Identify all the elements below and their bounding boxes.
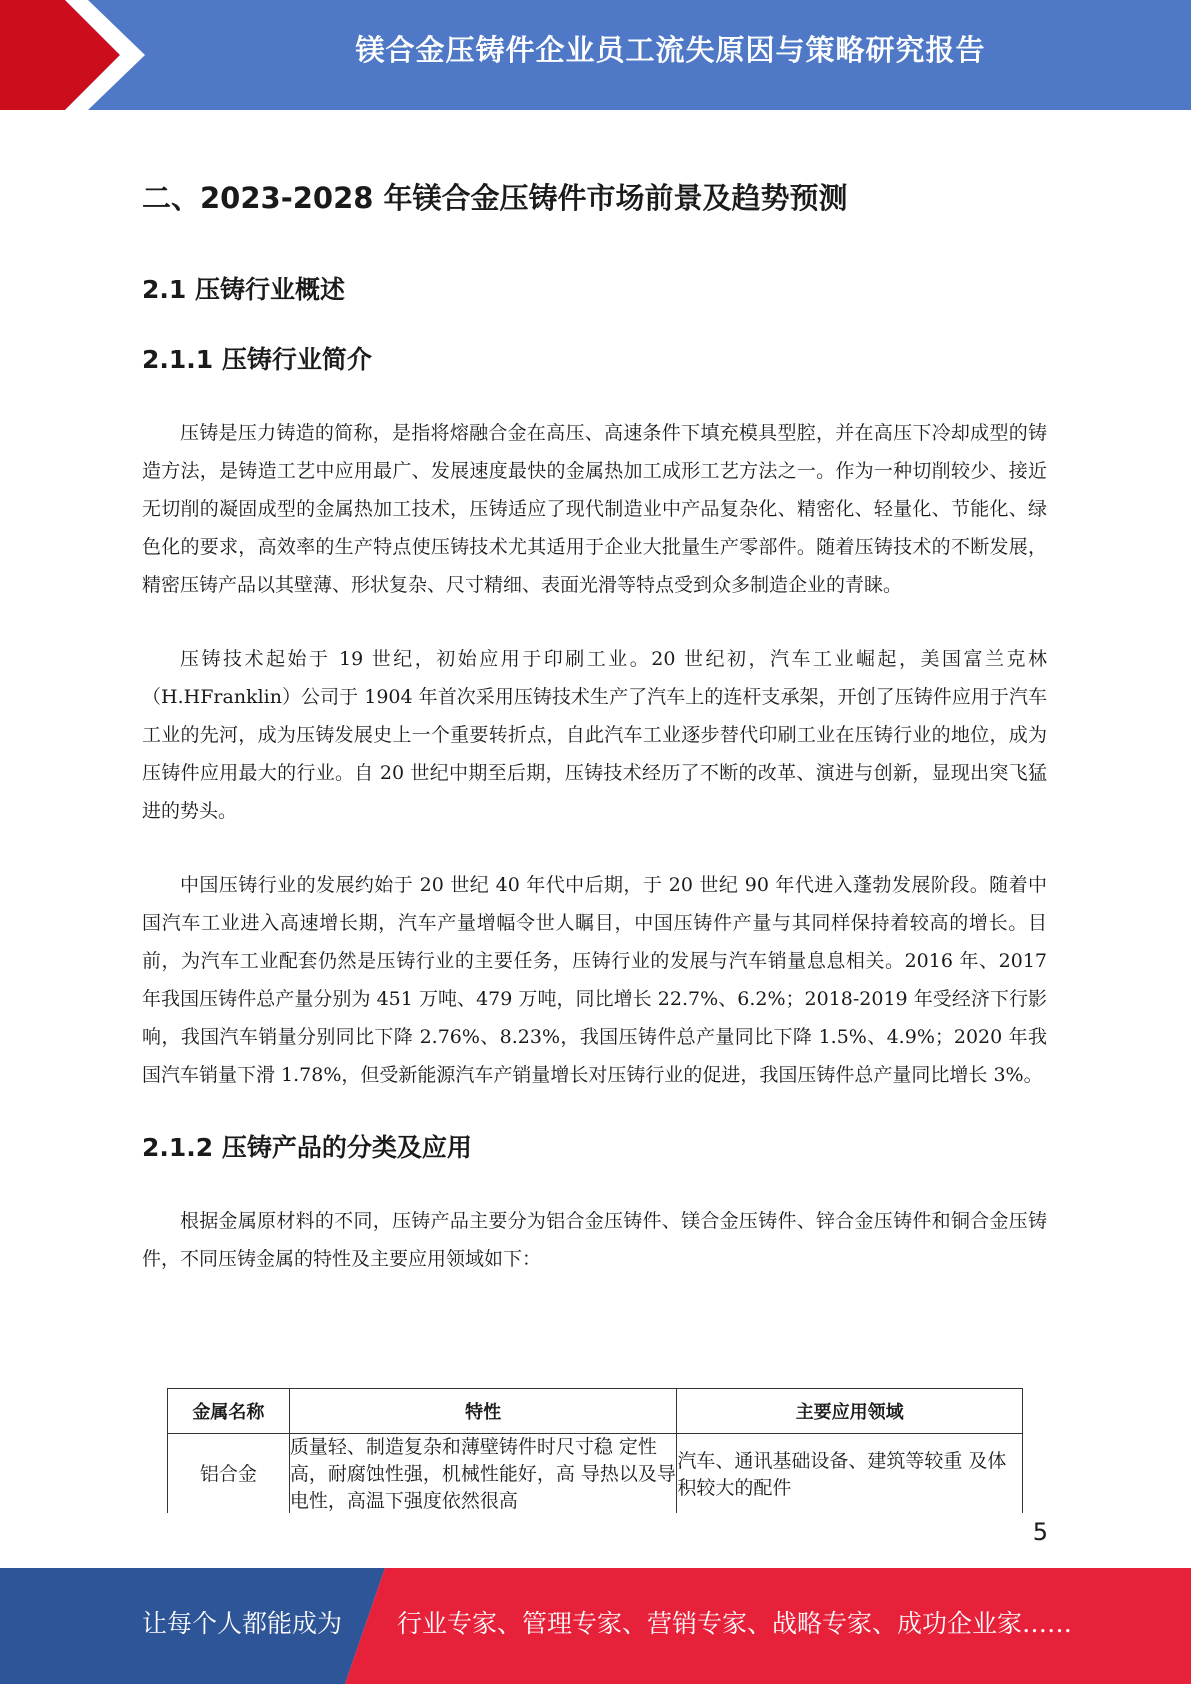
subsection-heading-intro: 2.1.1 压铸行业简介 [142, 345, 372, 374]
footer-slogan-right: 行业专家、管理专家、营销专家、战略专家、成功企业家…… [397, 1609, 1073, 1638]
document-body [142, 170, 1047, 1278]
paragraph: 中国压铸行业的发展约始于 20 世纪 40 年代中后期，于 20 世纪 90 年代进入蓬勃发展阶段。随着中国汽车工业进入高速增长期，汽车产量增幅令世人瞩目，中国压铸件产量与其同样保持着较高的增长。目前，为汽车工业配套仍然是压铸行业的主要任务，压铸行业的发展与汽车销量息息相关。2016 年、2017 年我国压铸件总产量分别为 451 万吨、479 万吨，同比增长 22.7%、6.2%；2018-2019 年受经济下行影响，我国汽车销量分别同比下降 2.76%、8.23%，我国压铸件总产量同比下降 1.5%、4.9%；2020 年我国汽车销量下滑 1.78%，但受新能源汽车产销量增长对压铸行业的促进，我国压铸件总产量同比增长 3%。 [142, 874, 1047, 1086]
traits-cell: 质量轻、制造复杂和薄壁铸件时尺寸稳 定性高，耐腐蚀性强，机械性能好，高 导热以及导电性，高温下强度依然很高 [289, 1434, 677, 1516]
table-header-cell: 主要应用领域 [677, 1389, 1023, 1434]
paragraph: 压铸是压力铸造的简称，是指将熔融合金在高压、高速条件下填充模具型腔，并在高压下冷却成型的铸造方法，是铸造工艺中应用最广、发展速度最快的金属热加工成形工艺方法之一。作为一种切削较少、接近无切削的凝固成型的金属热加工技术，压铸适应了现代制造业中产品复杂化、精密化、轻量化、节能化、绿色化的要求，高效率的生产特点使压铸技术尤其适用于企业大批量生产零部件。随着压铸技术的不断发展，精密压铸产品以其壁薄、形状复杂、尺寸精细、表面光滑等特点受到众多制造企业的青睐。 [142, 422, 1047, 596]
table-header-cell: 金属名称 [168, 1389, 290, 1434]
footer-slogan-left: 让每个人都能成为 [142, 1609, 343, 1638]
paragraph: 压铸技术起始于 19 世纪，初始应用于印刷工业。20 世纪初，汽车工业崛起，美国富兰克林（H.HFranklin）公司于 1904 年首次采用压铸技术生产了汽车上的连杆支承架，开创了压铸件应用于汽车工业的先河，成为压铸发展史上一个重要转折点，自此汽车工业逐步替代印刷工业在压铸行业的地位，成为压铸件应用最大的行业。自 20 世纪中期至后期，压铸技术经历了不断的改革、演进与创新，显现出突飞猛进的势头。 [142, 648, 1047, 822]
metal-name-cell: 铝合金 [168, 1434, 290, 1516]
chapter-heading: 二、2023-2028 年镁合金压铸件市场前景及趋势预测 [142, 181, 848, 215]
subsection-heading-classification: 2.1.2 压铸产品的分类及应用 [142, 1133, 472, 1162]
table-header-cell: 特性 [289, 1389, 677, 1434]
metal-properties-table [167, 1388, 1023, 1516]
page-footer [0, 1568, 1191, 1684]
red-chevron-decoration [0, 0, 150, 110]
page-header [0, 0, 1191, 110]
usage-cell: 汽车、通讯基础设备、建筑等较重 及体积较大的配件 [677, 1434, 1023, 1516]
header-title: 镁合金压铸件企业员工流失原因与策略研究报告 [355, 33, 986, 67]
paragraph: 根据金属原材料的不同，压铸产品主要分为铝合金压铸件、镁合金压铸件、锌合金压铸件和铜合金压铸件，不同压铸金属的特性及主要应用领域如下： [142, 1210, 1047, 1270]
page-number: 5 [1032, 1518, 1048, 1546]
table-row [168, 1434, 1023, 1516]
page-bottom-margin [0, 1513, 1191, 1573]
section-heading: 2.1 压铸行业概述 [142, 275, 345, 304]
table-header-row [168, 1389, 1023, 1434]
